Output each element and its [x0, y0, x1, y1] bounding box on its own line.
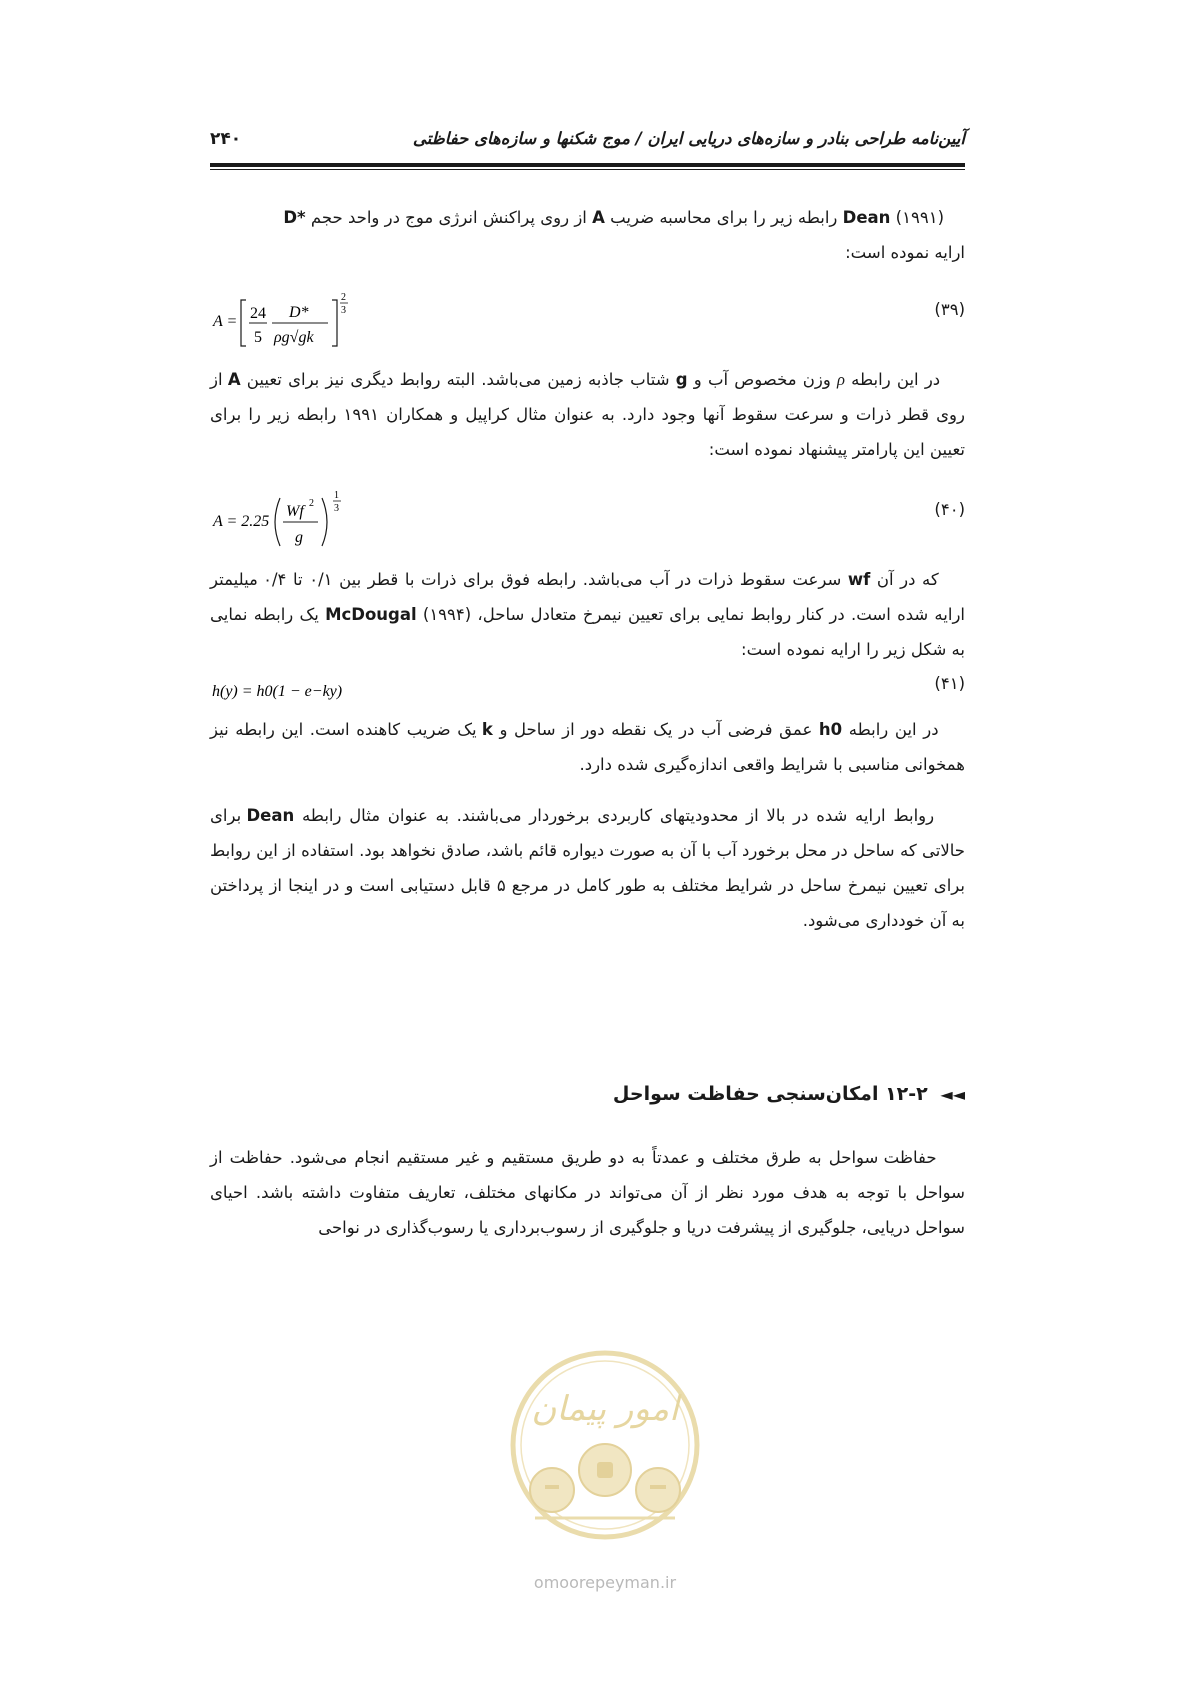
section-title: ۱۲-۲ امکان‌سنجی حفاظت سواحل	[612, 1083, 928, 1105]
term-k: k	[481, 720, 493, 739]
p1-text-b: از روی پراکنش انرژی موج در واحد حجم	[305, 208, 593, 227]
eq40-left-paren	[275, 498, 280, 546]
watermark-emblem-icon	[490, 1340, 720, 1620]
eq39-d1: 5	[254, 329, 262, 346]
term-A-2: A	[227, 370, 241, 389]
equation-40	[210, 488, 965, 548]
eq39-exp-num: 2	[341, 292, 346, 303]
watermark-logo-text: امور پیمان	[531, 1389, 679, 1429]
page-number: ۲۴۰	[210, 129, 242, 149]
p3-text-b: سرعت سقوط ذرات در آب می‌باشد. رابطه فوق برای ذرات با قطر بین ۰/۱ تا ۰/۴ میلیمتر ارایه شده است. در کنار روابط نمایی برای تعیین نیمرخ متعادل ساحل،	[210, 570, 965, 624]
p2-text-a: در این رابطه	[844, 370, 941, 389]
watermark-logo	[490, 1340, 720, 1620]
p4-text-b: عمق فرضی آب در یک نقطه دور از ساحل و	[492, 720, 819, 739]
eq40-denominator: g	[295, 529, 303, 546]
paragraph-3	[210, 562, 965, 667]
term-dean-2: Dean	[246, 806, 295, 825]
eq39-right-bracket	[332, 300, 337, 346]
p4-text-a: در این رابطه	[842, 720, 939, 739]
term-g: g	[675, 370, 688, 389]
section-arrow-icon: ◄◄	[940, 1085, 965, 1104]
term-wf: wf	[847, 570, 871, 589]
term-dean: Dean	[842, 208, 891, 227]
eq40-numerator: Wf	[286, 503, 304, 520]
paragraph-5	[210, 798, 965, 938]
eq40-lhs: A = 2.25	[213, 513, 270, 530]
paragraph-4	[210, 712, 965, 782]
eq40-right-paren	[322, 498, 327, 546]
symbol-rho: ρ	[837, 370, 845, 389]
equation-41-formula	[210, 670, 410, 706]
paragraph-6	[210, 1140, 965, 1245]
p3-text-c: (۱۹۹۴) یک رابطه نمایی به شکل زیر را ارایه نموده است:	[210, 605, 965, 659]
equation-39	[210, 288, 965, 348]
eq40-exp-num: 1	[334, 490, 339, 501]
p6-text: حفاظت سواحل به طرق مختلف و عمدتاً به دو طریق مستقیم و غیر مستقیم انجام می‌شود. حفاظت از سواحل با توجه به هدف مورد نظر از آن می‌تواند در مکانهای مختلف، تعاریف متفاوت داشته باشد. احیای سواحل دریایی، جلوگیری از پیشرفت دریا و جلوگیری از رسوب‌برداری یا رسوب‌گذاری در نواحی	[210, 1148, 965, 1237]
p5-text-b: برای حالاتی که ساحل در محل برخورد آب با آن به صورت دیواره قائم باشد، صادق نخواهد بود. استفاده از این روابط برای تعیین نیمرخ ساحل در شرایط مختلف به طور کامل در مرجع ۵ قابل دستیابی است و در اینجا از پرداختن به آن خودداری می‌شود.	[210, 806, 965, 930]
p2-text-b: وزن مخصوص آب و	[687, 370, 838, 389]
equation-41	[210, 670, 965, 710]
equation-40-number: (۴۰)	[934, 500, 965, 519]
section-heading	[613, 1083, 965, 1105]
eq39-n2: D*	[289, 304, 309, 321]
equation-39-formula	[210, 288, 370, 352]
p4-text-c: یک ضریب کاهنده است. این رابطه نیز همخوانی مناسبی با شرایط واقعی اندازه‌گیری شده دارد.	[210, 720, 965, 774]
p2-text-d: از روی قطر ذرات و سرعت سقوط آنها وجود دارد. به عنوان مثال کراپیل و همکاران ۱۹۹۱ رابطه زیر را برای تعیین این پارامتر پیشنهاد نموده است:	[210, 370, 965, 459]
p1-line2: ارایه نموده است:	[845, 243, 965, 262]
p1-text-a: (۱۹۹۱) رابطه زیر را برای محاسبه ضریب	[604, 208, 945, 227]
watermark-url: omoorepeyman.ir	[533, 1573, 677, 1592]
equation-41-number: (۴۱)	[934, 674, 965, 693]
term-D-star: D*	[283, 208, 306, 227]
p3-text-a: که در آن	[870, 570, 939, 589]
term-h0: h0	[818, 720, 843, 739]
header-title: آیین‌نامه طراحی بنادر و سازه‌های دریایی ایران / موج شکنها و سازه‌های حفاظتی	[412, 129, 965, 148]
eq39-lhs: A =	[213, 313, 238, 330]
term-A: A	[592, 208, 605, 227]
eq39-left-bracket	[241, 300, 246, 346]
p2-text-c: شتاب جاذبه زمین می‌باشد. البته روابط دیگری نیز برای تعیین	[240, 370, 676, 389]
eq39-exp-den: 3	[341, 305, 346, 316]
eq40-exp-den: 3	[334, 503, 339, 514]
equation-39-number: (۳۹)	[934, 300, 965, 319]
p5-text-a: روابط ارایه شده در بالا از محدودیتهای کاربردی برخوردار می‌باشند. به عنوان مثال رابطه	[294, 806, 935, 825]
header-rule-thick	[210, 163, 965, 167]
paragraph-1	[210, 200, 965, 270]
header-rule-thin	[210, 169, 965, 170]
equation-40-formula	[210, 488, 370, 552]
eq39-d2: ρg√gk	[274, 329, 314, 346]
eq40-square: 2	[309, 498, 314, 509]
running-header	[210, 125, 965, 165]
eq41-text: h(y) = h0(1 − e−ky)	[212, 683, 343, 700]
paragraph-2	[210, 362, 965, 467]
eq39-n1: 24	[250, 305, 266, 322]
term-mcdougal: McDougal	[325, 605, 417, 624]
